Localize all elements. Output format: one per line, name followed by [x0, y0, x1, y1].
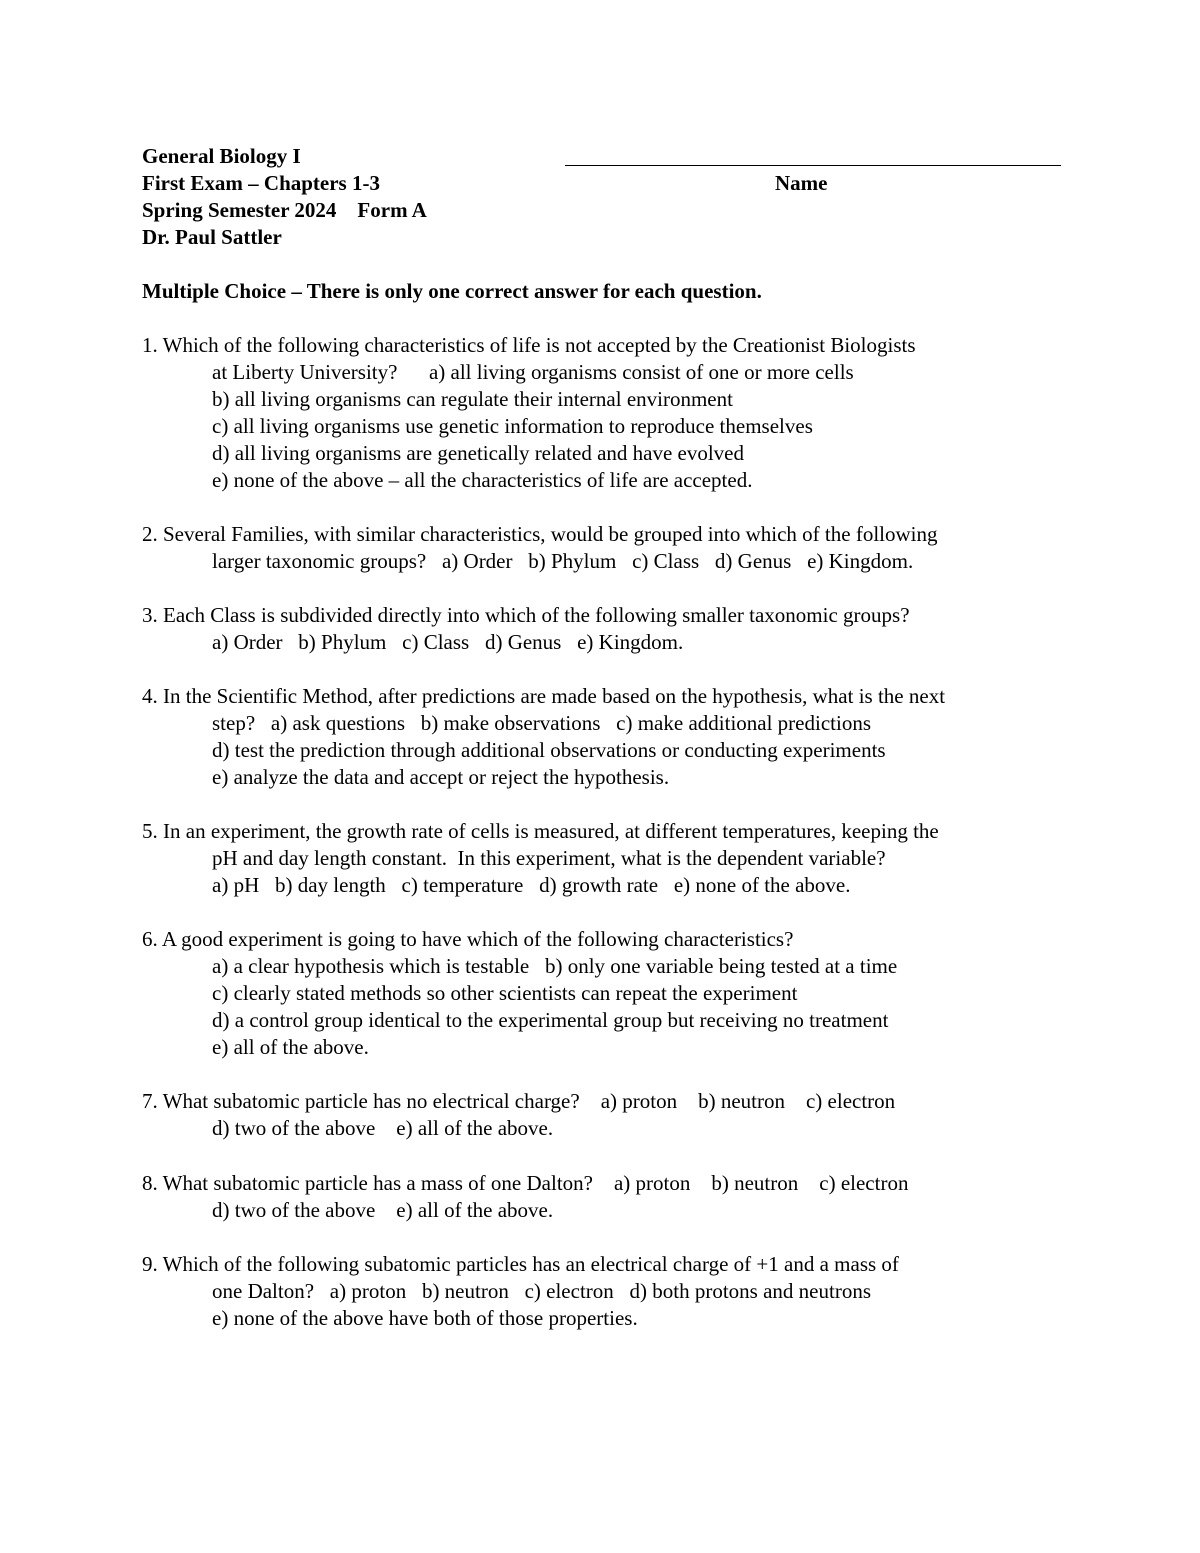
question-line: c) clearly stated methods so other scientists can repeat the experiment [212, 981, 798, 1006]
question-stem: 8. What subatomic particle has a mass of one Dalton? a) proton b) neutron c) electron [142, 1171, 909, 1195]
question-line: a) a clear hypothesis which is testable b) only one variable being tested at a time [212, 954, 898, 979]
question-stem: 9. Which of the following subatomic particles has an electrical charge of +1 and a mass of [142, 1252, 899, 1276]
question-stem: 1. Which of the following characteristics of life is not accepted by the Creationist Biologists [142, 333, 916, 357]
name-field-line[interactable] [565, 165, 1061, 166]
question-line: d) a control group identical to the experimental group but receiving no treatment [212, 1008, 889, 1033]
question-line: d) test the prediction through additional observations or conducting experiments [212, 738, 886, 763]
question-line: e) all of the above. [212, 1035, 369, 1060]
question-line: d) two of the above e) all of the above. [212, 1198, 554, 1223]
question-stem: 5. In an experiment, the growth rate of cells is measured, at different temperatures, keeping the [142, 819, 939, 843]
question-6 [142, 926, 1072, 1061]
question-stem: 7. What subatomic particle has no electrical charge? a) proton b) neutron c) electron [142, 1089, 896, 1113]
question-line: step? a) ask questions b) make observations c) make additional predictions [212, 711, 871, 736]
question-3 [142, 602, 1072, 656]
name-label: Name [775, 171, 828, 195]
exam-title: First Exam – Chapters 1-3 [142, 171, 380, 195]
question-line: a) Order b) Phylum c) Class d) Genus e) Kingdom. [212, 630, 684, 655]
question-line: c) all living organisms use genetic information to reproduce themselves [212, 414, 813, 439]
question-5 [142, 818, 1072, 899]
question-line: e) analyze the data and accept or reject the hypothesis. [212, 765, 670, 790]
question-8 [142, 1170, 1072, 1224]
question-line: at Liberty University? a) all living organisms consist of one or more cells [212, 360, 854, 385]
question-2 [142, 521, 1072, 575]
question-line: b) all living organisms can regulate their internal environment [212, 387, 733, 412]
question-stem: 6. A good experiment is going to have which of the following characteristics? [142, 927, 794, 951]
question-stem: 3. Each Class is subdivided directly into which of the following smaller taxonomic groups? [142, 603, 910, 627]
instructor-name: Dr. Paul Sattler [142, 225, 282, 249]
question-line: d) all living organisms are genetically related and have evolved [212, 441, 745, 466]
question-line: larger taxonomic groups? a) Order b) Phylum c) Class d) Genus e) Kingdom. [212, 549, 914, 574]
question-4 [142, 683, 1072, 791]
question-line: e) none of the above have both of those properties. [212, 1306, 638, 1331]
question-stem: 2. Several Families, with similar characteristics, would be grouped into which of the following [142, 522, 938, 546]
instructions: Multiple Choice – There is only one correct answer for each question. [142, 279, 762, 303]
question-7 [142, 1088, 1072, 1142]
question-line: d) two of the above e) all of the above. [212, 1116, 554, 1141]
question-line: a) pH b) day length c) temperature d) growth rate e) none of the above. [212, 873, 851, 898]
question-line: pH and day length constant. In this experiment, what is the dependent variable? [212, 846, 886, 871]
question-9 [142, 1251, 1072, 1332]
question-line: e) none of the above – all the characteristics of life are accepted. [212, 468, 753, 493]
question-1 [142, 332, 1072, 495]
question-stem: 4. In the Scientific Method, after predictions are made based on the hypothesis, what is the next [142, 684, 946, 708]
course-title: General Biology I [142, 144, 301, 168]
semester-form: Spring Semester 2024 Form A [142, 198, 427, 222]
question-line: one Dalton? a) proton b) neutron c) electron d) both protons and neutrons [212, 1279, 871, 1304]
